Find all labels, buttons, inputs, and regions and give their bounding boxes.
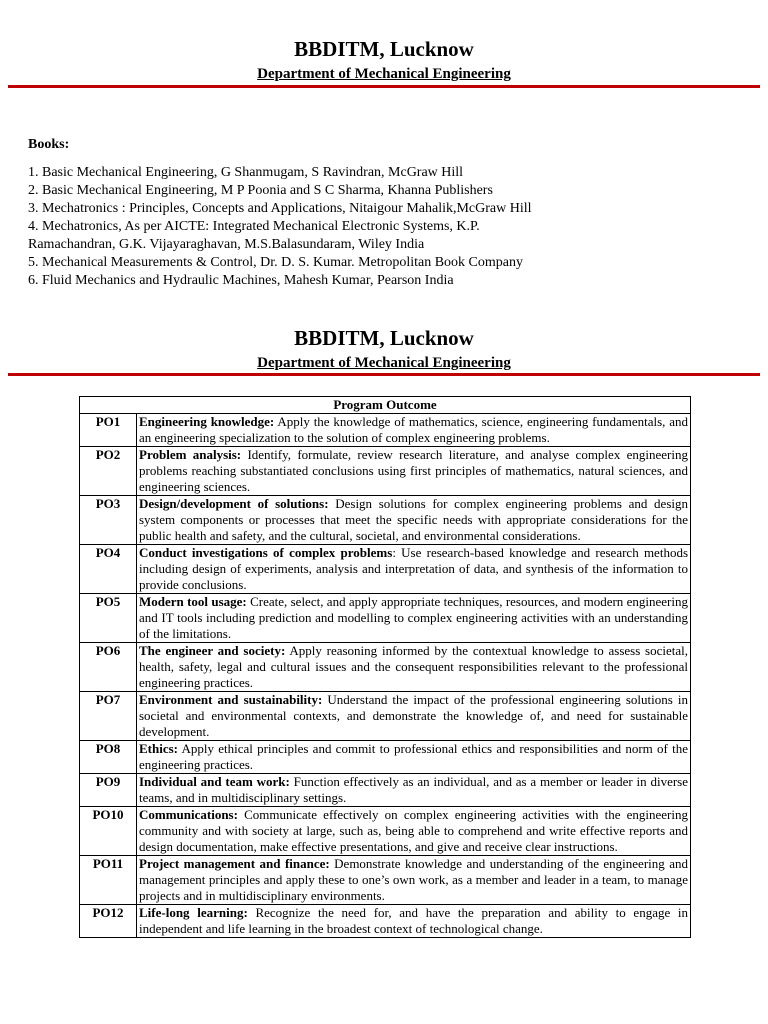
outcome-description — [137, 774, 691, 807]
outcome-text: Identify, formulate, review research literature, and analyse complex engineering problems reaching substantiated conclusions using first principles of mathematics, natural sciences, and engineering sciences. — [139, 447, 688, 494]
table-row — [80, 856, 691, 905]
outcome-label: Engineering knowledge: — [139, 414, 275, 429]
outcome-code: PO4 — [80, 545, 137, 594]
department-title: Department of Mechanical Engineering — [257, 66, 511, 82]
outcome-text: Apply the knowledge of mathematics, science, engineering fundamentals, and an engineering specialization to the solution of complex engineering problems. — [139, 414, 688, 445]
program-outcome-heading: Program Outcome — [80, 397, 691, 414]
outcome-code: PO5 — [80, 594, 137, 643]
institute-title: BBDITM, Lucknow — [294, 326, 474, 350]
outcome-code: PO9 — [80, 774, 137, 807]
header-divider — [8, 373, 760, 376]
table-row — [80, 594, 691, 643]
outcome-description — [137, 447, 691, 496]
department-title: Department of Mechanical Engineering — [257, 355, 511, 371]
outcome-label: Individual and team work: — [139, 774, 290, 789]
outcome-label: The engineer and society: — [139, 643, 286, 658]
table-row — [80, 741, 691, 774]
table-row — [80, 774, 691, 807]
outcome-text: Communicate effectively on complex engineering activities with the engineering community and with society at large, such as, being able to comprehend and write effective reports and design documentation, make effective presentations, and give and receive clear instructions. — [139, 807, 688, 854]
outcome-code: PO1 — [80, 414, 137, 447]
book-item: 4. Mechatronics, As per AICTE: Integrated Mechanical Electronic Systems, K.P. — [28, 219, 480, 234]
outcome-code: PO11 — [80, 856, 137, 905]
table-row — [80, 545, 691, 594]
outcome-text: : Use research-based knowledge and research methods including design of experiments, analysis and interpretation of data, and synthesis of the information to provide conclusions. — [139, 545, 688, 592]
outcome-label: Problem analysis: — [139, 447, 242, 462]
outcome-label: Modern tool usage: — [139, 594, 247, 609]
outcome-description — [137, 905, 691, 938]
outcome-code: PO7 — [80, 692, 137, 741]
outcome-code: PO8 — [80, 741, 137, 774]
outcome-text: Recognize the need for, and have the preparation and ability to engage in independent and life learning in the broadest context of technological change. — [139, 905, 689, 936]
outcome-description — [137, 594, 691, 643]
institute-title: BBDITM, Lucknow — [294, 37, 474, 61]
outcome-text: Understand the impact of the professional engineering solutions in societal and environmental contexts, and demonstrate the knowledge of, and need for sustainable development. — [139, 692, 688, 739]
outcome-code: PO2 — [80, 447, 137, 496]
outcome-description — [137, 856, 691, 905]
book-item: 3. Mechatronics : Principles, Concepts and Applications, Nitaigour Mahalik,McGraw Hill — [28, 201, 532, 216]
outcome-label: Design/development of solutions: — [139, 496, 329, 511]
outcome-code: PO3 — [80, 496, 137, 545]
header-divider — [8, 85, 760, 88]
book-item: Ramachandran, G.K. Vijayaraghavan, M.S.Balasundaram, Wiley India — [28, 237, 425, 252]
page-header-second — [0, 326, 768, 372]
table-row — [80, 414, 691, 447]
table-header-row — [80, 397, 691, 414]
books-section — [28, 136, 748, 290]
books-heading: Books: — [28, 137, 70, 152]
table-row — [80, 905, 691, 938]
page-header-top — [0, 37, 768, 83]
table-row — [80, 643, 691, 692]
outcome-description — [137, 741, 691, 774]
table-row — [80, 447, 691, 496]
table-row — [80, 807, 691, 856]
book-item: 2. Basic Mechanical Engineering, M P Poonia and S C Sharma, Khanna Publishers — [28, 183, 493, 198]
outcome-text: Design solutions for complex engineering problems and design system components or processes that meet the specific needs with appropriate considerations for the public health and safety, and the cultural, societal, and environmental considerations. — [139, 496, 688, 543]
outcome-code: PO6 — [80, 643, 137, 692]
outcome-text: Function effectively as an individual, and as a member or leader in diverse teams, and in multidisciplinary settings. — [139, 774, 688, 805]
outcome-text: Apply reasoning informed by the contextual knowledge to assess societal, health, safety, legal and cultural issues and the consequent responsibilities relevant to the professional engineering practices. — [139, 643, 689, 690]
book-item: 1. Basic Mechanical Engineering, G Shanmugam, S Ravindran, McGraw Hill — [28, 165, 464, 180]
table-row — [80, 496, 691, 545]
outcome-description — [137, 414, 691, 447]
outcome-label: Project management and finance: — [139, 856, 330, 871]
outcome-description — [137, 692, 691, 741]
outcome-description — [137, 643, 691, 692]
outcome-label: Life-long learning: — [139, 905, 248, 920]
outcome-label: Ethics: — [139, 741, 178, 756]
outcome-text: Apply ethical principles and commit to professional ethics and responsibilities and norm of the engineering practices. — [139, 741, 688, 772]
book-item: 5. Mechanical Measurements & Control, Dr. D. S. Kumar. Metropolitan Book Company — [28, 255, 523, 270]
outcome-text: Demonstrate knowledge and understanding of the engineering and management principles and apply these to one’s own work, as a member and leader in a team, to manage projects and in multidisciplinary environments. — [139, 856, 688, 903]
outcome-description — [137, 545, 691, 594]
outcome-label: Environment and sustainability: — [139, 692, 323, 707]
outcome-description — [137, 807, 691, 856]
outcome-code: PO10 — [80, 807, 137, 856]
table-row — [80, 692, 691, 741]
outcome-code: PO12 — [80, 905, 137, 938]
outcome-label: Communications: — [139, 807, 238, 822]
book-item: 6. Fluid Mechanics and Hydraulic Machines, Mahesh Kumar, Pearson India — [28, 273, 454, 288]
outcome-label: Conduct investigations of complex problems — [139, 545, 393, 560]
program-outcome-table — [79, 396, 691, 938]
outcome-text: Create, select, and apply appropriate techniques, resources, and modern engineering and IT tools including prediction and modelling to complex engineering activities with an understanding of the limitations. — [139, 594, 688, 641]
outcome-description — [137, 496, 691, 545]
